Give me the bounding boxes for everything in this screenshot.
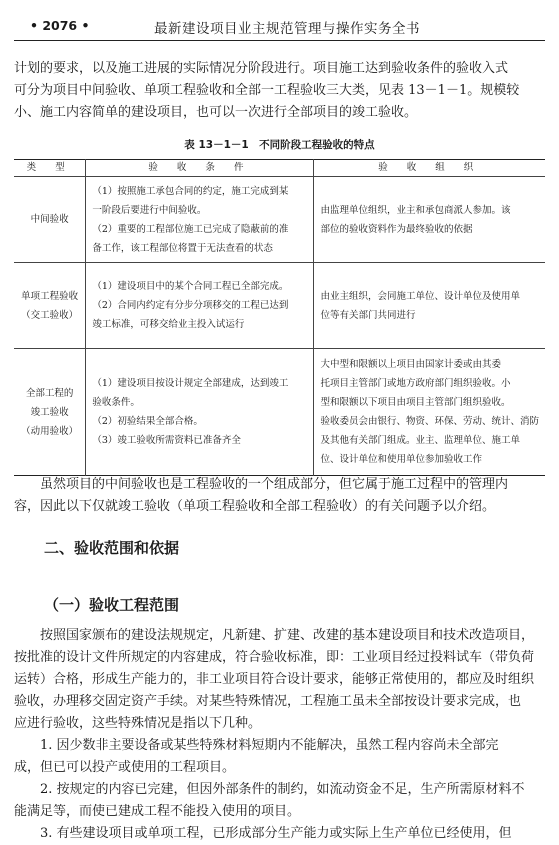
text-line: 计划的要求，以及施工进展的实际情况分阶段进行。项目施工达到验收条件的验收入式 [14, 61, 509, 76]
conditions-cell [86, 263, 314, 349]
text-line: 按批准的设计文件所规定的内容建成，符合验收标准，即：工业项目经过投料试车（带负荷 [14, 650, 535, 665]
body-paragraphs [14, 625, 545, 845]
table-header-row [14, 160, 545, 177]
table-row [14, 349, 545, 476]
table-row [14, 263, 545, 349]
organization-line: 位等有关部门共同进行 [320, 309, 416, 321]
condition-line: （1）建设项目按设计规定全部建成，达到竣工 [92, 378, 289, 389]
organization-line: 部位的验收资料作为最终验收的依据 [320, 223, 473, 235]
text-line: 虽然项目的中间验收也是工程验收的一个组成部分，但它属于施工过程中的管理内 [40, 477, 509, 492]
table-caption: 表 13－1－1 不同阶段工程验收的特点 [184, 139, 375, 151]
acceptance-stage-table [14, 159, 545, 476]
text-line: 小、施工内容简单的建设项目，也可以一次进行全部项目的竣工验收。 [14, 105, 418, 120]
organization-line: 及其他有关部门组成。业主、监理单位、施工单 [320, 435, 520, 446]
after-table-paragraph [14, 474, 545, 518]
text-line: 容，因此以下仅就竣工验收（单项工程验收和全部工程验收）的有关问题予以介绍。 [14, 499, 496, 514]
type-cell [14, 177, 86, 263]
page-number: • 2076 • [30, 18, 90, 33]
organization-cell [314, 177, 545, 263]
condition-line: 验收条件。 [92, 397, 140, 408]
column-header-organization: 验 收 组 织 [314, 160, 545, 177]
type-cell [14, 263, 86, 349]
column-header-type: 类 型 [14, 160, 86, 177]
condition-line: （2）初验结果全部合格。 [92, 416, 203, 427]
organization-line: 由监理单位组织，业主和承包商派人参加。该 [320, 204, 511, 216]
intro-paragraph [14, 58, 545, 124]
table-row [14, 177, 545, 263]
subsection-heading: （一）验收工程范围 [44, 596, 180, 614]
list-item-line: 3. 有些建设项目或单项工程，已形成部分生产能力或实际上生产单位已经使用，但 [40, 826, 512, 841]
type-line: （动用验收） [21, 425, 79, 437]
text-line: 可分为项目中间验收、单项工程验收和全部一工程验收三大类，见表 13－1－1。规模较 [14, 83, 520, 98]
type-line: 全部工程的 [25, 387, 74, 399]
running-title: 最新建设项目业主规范管理与操作实务全书 [154, 21, 420, 37]
organization-line: 验收委员会由银行、物资、环保、劳动、统计、消防 [320, 416, 539, 427]
condition-line: （2）合同内约定有分步分项移交的工程已达到 [92, 300, 289, 311]
organization-line: 大中型和限额以上项目由国家计委或由其委 [320, 359, 501, 370]
type-line: （交工验收） [21, 309, 79, 321]
text-line: 能满足等，而使已建成工程不能投入使用的项目。 [14, 804, 301, 819]
type-cell [14, 349, 86, 476]
condition-line: 一阶段后要进行中间验收。 [92, 204, 207, 216]
conditions-cell [86, 177, 314, 263]
text-line: 运转）合格，形成生产能力的，非工业项目符合设计要求，能够正常使用的，都应及时组织 [14, 672, 535, 687]
organization-line: 由业主组织，会同施工单位、设计单位及使用单 [320, 290, 520, 302]
type-line: 中间验收 [30, 214, 69, 225]
running-header [14, 10, 545, 41]
text-line: 应进行验收，这些特殊情况是指以下几种。 [14, 716, 262, 731]
text-line: 按照国家颁布的建设法规规定，凡新建、扩建、改建的基本建设项目和技术改造项目， [40, 628, 535, 643]
condition-line: （3）竣工验收所需资料已准备齐全 [92, 435, 241, 446]
condition-line: （1）建设项目中的某个合同工程已全部完成。 [92, 281, 289, 292]
type-line: 竣工验收 [30, 406, 69, 418]
condition-line: 竣工标准，可移交给业主投入试运行 [92, 319, 245, 330]
text-line: 验收，办理移交固定资产手续。对某些特殊情况，工程施工虽未全部按设计要求完成，也 [14, 694, 522, 709]
type-line: 单项工程验收 [21, 290, 79, 302]
condition-line: （1）按照施工承包合同的约定，施工完成到某 [92, 185, 289, 197]
text-line: 成，但已可以投产或使用的工程项目。 [14, 760, 236, 775]
condition-line: 备工作，该工程部位将置于无法查看的状态 [92, 242, 273, 254]
list-item-line: 2. 按规定的内容已完建，但因外部条件的制约，如流动资金不足，生产所需原材料不 [40, 782, 525, 797]
organization-cell [314, 349, 545, 476]
list-item-line: 1. 因少数非主要设备或某些特殊材料短期内不能解决，虽然工程内容尚未全部完 [40, 738, 499, 753]
organization-cell [314, 263, 545, 349]
condition-line: （2）重要的工程部位施工已完成了隐蔽前的准 [92, 223, 289, 235]
organization-line: 位、设计单位和使用单位参加验收工作 [320, 454, 482, 465]
organization-line: 托项目主管部门或地方政府部门组织验收。小 [320, 378, 511, 389]
column-header-conditions: 验 收 条 件 [86, 160, 314, 177]
organization-line: 型和限额以下项目由项目主管部门组织验收。 [320, 397, 511, 408]
section-heading: 二、验收范围和依据 [44, 539, 180, 557]
conditions-cell [86, 349, 314, 476]
